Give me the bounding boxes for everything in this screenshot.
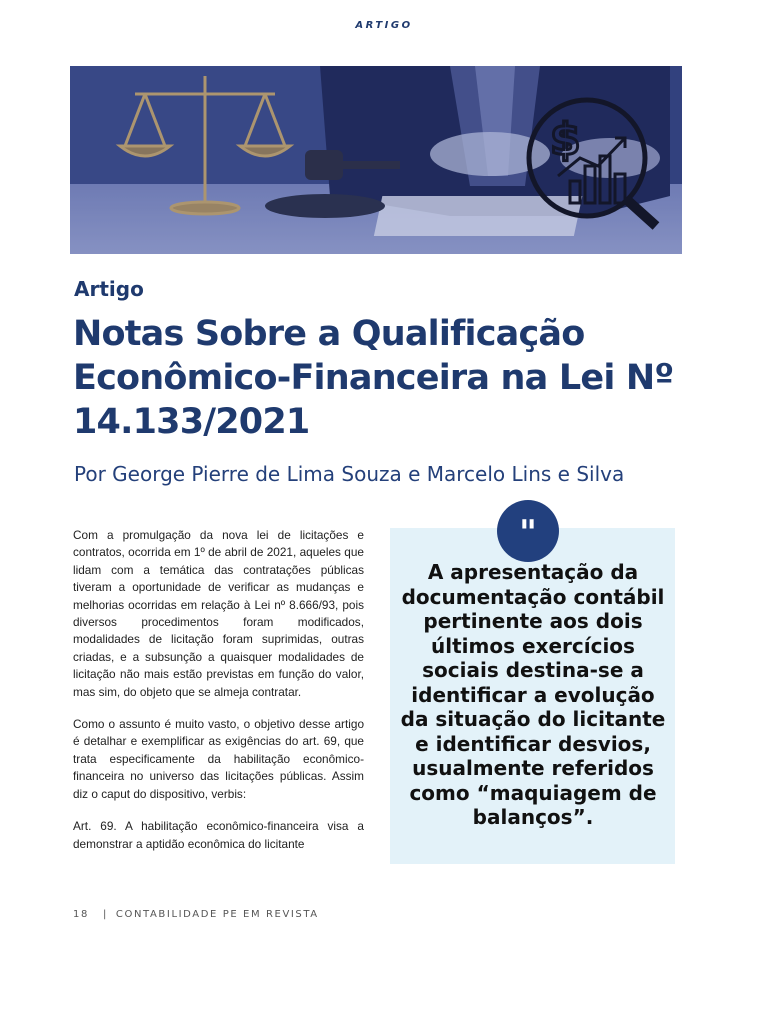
section-label: Artigo [74,277,144,301]
byline: Por George Pierre de Lima Souza e Marcelo Lins e Silva [74,462,625,486]
page-number: 18 [73,909,89,920]
body-paragraph-3: Art. 69. A habilitação econômico-financeira visa a demonstrar a aptidão econômica do licitante [73,819,364,851]
hero-image [70,66,682,254]
body-paragraph-1: Com a promulgação da nova lei de licitações e contratos, ocorrida em 1º de abril de 2021, aqueles que lidam com a temática das contratações públicas tiveram a oportunidade de verificar as mudanças e melhorias ocorridas em relação à Lei nº 8.666/93, pois diversos procedimentos foram modificados, modalidades de licitação foram suprimidas, outras criadas, e a subsunção a quaisquer modalidades de licitação não mais estão previstas em função do valor, mas sim, do objeto que se almeja contratar. [73,528,364,699]
quote-mark-icon: " [497,500,559,562]
pullquote-text: A apresentação da documentação contábil pertinente aos dois últimos exercícios sociais destina-se a identificar a evolução da situação do licitante e identificar desvios, usualmente referidos como “maquiagem de balanços”. [400,560,666,829]
running-head: ARTIGO [355,20,413,31]
article-title: Notas Sobre a Qualificação Econômico-Financeira na Lei Nº 14.133/2021 [73,314,674,442]
footer-separator: | [102,909,108,920]
body-column [73,527,364,868]
body-paragraph-2: Como o assunto é muito vasto, o objetivo desse artigo é detalhar e exemplificar as exigências do art. 69, que trata especificamente da habilitação econômico-financeira no universo das licitações públicas. Assim diz o caput do dispositivo, verbis: [73,717,364,801]
publication-name: CONTABILIDADE PE EM REVISTA [115,909,319,920]
page-footer [73,909,319,920]
svg-text:$: $ [550,114,581,165]
